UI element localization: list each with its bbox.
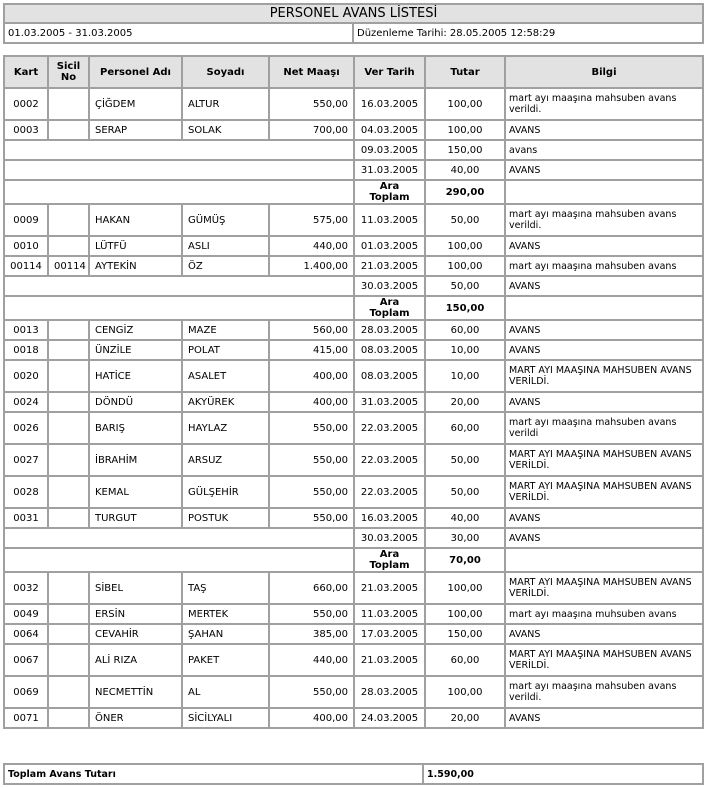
cell-tutar: 40,00 — [425, 160, 505, 180]
cell-tutar: 60,00 — [425, 644, 505, 676]
cell-sicil-no — [48, 340, 89, 360]
cell-tutar: 10,00 — [425, 360, 505, 392]
cell-kart: 0067 — [4, 644, 48, 676]
report-header — [3, 3, 704, 44]
cell-kart: 0049 — [4, 604, 48, 624]
cell-soyadi: ARSUZ — [182, 444, 269, 476]
cell-sicil-no — [48, 708, 89, 728]
cell-bilgi: mart ayı maaşına mahsuben avans verildi. — [505, 676, 703, 708]
cell-tutar: 50,00 — [425, 204, 505, 236]
cell-sicil-no — [48, 508, 89, 528]
table-row-additional-advance — [4, 140, 703, 160]
cell-bilgi: AVANS — [505, 528, 703, 548]
table-row — [4, 320, 703, 340]
cell-net-maasi: 550,00 — [269, 88, 354, 120]
cell-kart: 0003 — [4, 120, 48, 140]
cell-personel-adi: DÖNDÜ — [89, 392, 182, 412]
table-row — [4, 624, 703, 644]
cell-personel-adi: HATİCE — [89, 360, 182, 392]
cell-sicil-no — [48, 444, 89, 476]
table-row — [4, 644, 703, 676]
cell-net-maasi: 550,00 — [269, 508, 354, 528]
cell-soyadi: ALTUR — [182, 88, 269, 120]
subtotal-label: Ara Toplam — [354, 180, 425, 204]
cell-tutar: 100,00 — [425, 676, 505, 708]
table-row — [4, 572, 703, 604]
cell-soyadi: ASALET — [182, 360, 269, 392]
cell-bilgi: mart ayı maaşına mahsuben avans verildi. — [505, 88, 703, 120]
subtotal-row — [4, 180, 703, 204]
cell-bilgi: avans — [505, 140, 703, 160]
col-header-net-maasi: Net Maaşı — [269, 56, 354, 88]
cell-personel-adi: TURGUT — [89, 508, 182, 528]
cell-ver-tarih: 21.03.2005 — [354, 256, 425, 276]
cell-tutar: 50,00 — [425, 444, 505, 476]
cell-ver-tarih: 31.03.2005 — [354, 392, 425, 412]
cell-net-maasi: 400,00 — [269, 392, 354, 412]
cell-personel-adi: NECMETTİN — [89, 676, 182, 708]
cell-soyadi: SİCİLYALI — [182, 708, 269, 728]
cell-personel-adi: ÜNZİLE — [89, 340, 182, 360]
cell-net-maasi: 550,00 — [269, 604, 354, 624]
cell-bilgi: AVANS — [505, 320, 703, 340]
table-row — [4, 508, 703, 528]
cell-kart: 0020 — [4, 360, 48, 392]
cell-personel-adi: SİBEL — [89, 572, 182, 604]
cell-soyadi: GÜLŞEHİR — [182, 476, 269, 508]
table-row-additional-advance — [4, 528, 703, 548]
cell-kart: 00114 — [4, 256, 48, 276]
cell-tutar: 100,00 — [425, 572, 505, 604]
cell-net-maasi: 700,00 — [269, 120, 354, 140]
col-header-tutar: Tutar — [425, 56, 505, 88]
cell-tutar: 10,00 — [425, 340, 505, 360]
cell-bilgi: AVANS — [505, 708, 703, 728]
cell-ver-tarih: 28.03.2005 — [354, 676, 425, 708]
cell-ver-tarih: 09.03.2005 — [354, 140, 425, 160]
subtotal-label: Ara Toplam — [354, 548, 425, 572]
cell-soyadi: ÖZ — [182, 256, 269, 276]
cell-personel-adi: SERAP — [89, 120, 182, 140]
cell-empty — [4, 296, 354, 320]
cell-empty — [4, 180, 354, 204]
cell-bilgi: AVANS — [505, 120, 703, 140]
cell-tutar: 100,00 — [425, 256, 505, 276]
cell-bilgi: AVANS — [505, 624, 703, 644]
cell-kart: 0018 — [4, 340, 48, 360]
cell-net-maasi: 550,00 — [269, 412, 354, 444]
cell-sicil-no — [48, 88, 89, 120]
cell-soyadi: ŞAHAN — [182, 624, 269, 644]
cell-ver-tarih: 16.03.2005 — [354, 88, 425, 120]
table-row — [4, 340, 703, 360]
cell-ver-tarih: 31.03.2005 — [354, 160, 425, 180]
cell-empty — [4, 528, 354, 548]
cell-bilgi: mart ayı maaşına mahsuben avans verildi. — [505, 204, 703, 236]
cell-personel-adi: HAKAN — [89, 204, 182, 236]
cell-net-maasi: 550,00 — [269, 676, 354, 708]
cell-kart: 0002 — [4, 88, 48, 120]
cell-kart: 0010 — [4, 236, 48, 256]
subtotal-label: Ara Toplam — [354, 296, 425, 320]
table-row — [4, 604, 703, 624]
cell-tutar: 100,00 — [425, 88, 505, 120]
table-row — [4, 392, 703, 412]
cell-ver-tarih: 28.03.2005 — [354, 320, 425, 340]
cell-ver-tarih: 22.03.2005 — [354, 476, 425, 508]
table-row — [4, 88, 703, 120]
cell-bilgi: MART AYI MAAŞINA MAHSUBEN AVANS VERİLDİ. — [505, 444, 703, 476]
cell-sicil-no — [48, 120, 89, 140]
col-header-soyadi: Soyadı — [182, 56, 269, 88]
cell-bilgi: mart ayı maaşına muhsuben avans — [505, 604, 703, 624]
cell-sicil-no — [48, 624, 89, 644]
cell-sicil-no — [48, 476, 89, 508]
cell-net-maasi: 440,00 — [269, 236, 354, 256]
subtotal-row — [4, 296, 703, 320]
cell-ver-tarih: 24.03.2005 — [354, 708, 425, 728]
cell-bilgi: MART AYI MAAŞINA MAHSUBEN AVANS VERİLDİ. — [505, 476, 703, 508]
report-title: PERSONEL AVANS LİSTESİ — [4, 4, 703, 23]
cell-bilgi: AVANS — [505, 276, 703, 296]
cell-tutar: 100,00 — [425, 604, 505, 624]
cell-personel-adi: KEMAL — [89, 476, 182, 508]
cell-ver-tarih: 21.03.2005 — [354, 572, 425, 604]
cell-sicil-no — [48, 644, 89, 676]
cell-bilgi: AVANS — [505, 160, 703, 180]
cell-ver-tarih: 22.03.2005 — [354, 412, 425, 444]
cell-net-maasi: 440,00 — [269, 644, 354, 676]
table-row-additional-advance — [4, 276, 703, 296]
cell-sicil-no — [48, 360, 89, 392]
cell-ver-tarih: 08.03.2005 — [354, 340, 425, 360]
cell-ver-tarih: 08.03.2005 — [354, 360, 425, 392]
cell-ver-tarih: 17.03.2005 — [354, 624, 425, 644]
cell-kart: 0031 — [4, 508, 48, 528]
cell-soyadi: POLAT — [182, 340, 269, 360]
cell-soyadi: HAYLAZ — [182, 412, 269, 444]
cell-bilgi: AVANS — [505, 392, 703, 412]
cell-tutar: 50,00 — [425, 476, 505, 508]
cell-kart: 0064 — [4, 624, 48, 644]
table-row — [4, 708, 703, 728]
cell-net-maasi: 415,00 — [269, 340, 354, 360]
grand-total-label: Toplam Avans Tutarı — [4, 764, 423, 784]
cell-tutar: 100,00 — [425, 236, 505, 256]
cell-sicil-no — [48, 676, 89, 708]
cell-ver-tarih: 04.03.2005 — [354, 120, 425, 140]
table-row — [4, 444, 703, 476]
edit-date: Düzenleme Tarihi: 28.05.2005 12:58:29 — [353, 23, 703, 43]
cell-personel-adi: AYTEKİN — [89, 256, 182, 276]
table-row — [4, 236, 703, 256]
cell-soyadi: MAZE — [182, 320, 269, 340]
grand-total-value: 1.590,00 — [423, 764, 703, 784]
col-header-ver-tarih: Ver Tarih — [354, 56, 425, 88]
cell-soyadi: AL — [182, 676, 269, 708]
cell-sicil-no — [48, 204, 89, 236]
cell-personel-adi: ÖNER — [89, 708, 182, 728]
cell-tutar: 100,00 — [425, 120, 505, 140]
cell-empty — [505, 548, 703, 572]
cell-tutar: 40,00 — [425, 508, 505, 528]
advance-table — [3, 55, 704, 729]
cell-kart: 0069 — [4, 676, 48, 708]
cell-personel-adi: CEVAHİR — [89, 624, 182, 644]
cell-kart: 0027 — [4, 444, 48, 476]
col-header-bilgi: Bilgi — [505, 56, 703, 88]
cell-empty — [4, 548, 354, 572]
cell-personel-adi: BARIŞ — [89, 412, 182, 444]
cell-personel-adi: ERSİN — [89, 604, 182, 624]
cell-empty — [4, 140, 354, 160]
cell-net-maasi: 1.400,00 — [269, 256, 354, 276]
cell-net-maasi: 400,00 — [269, 360, 354, 392]
cell-tutar: 60,00 — [425, 320, 505, 340]
cell-sicil-no — [48, 320, 89, 340]
cell-empty — [505, 296, 703, 320]
cell-net-maasi: 560,00 — [269, 320, 354, 340]
date-range: 01.03.2005 - 31.03.2005 — [4, 23, 353, 43]
cell-soyadi: PAKET — [182, 644, 269, 676]
cell-bilgi: AVANS — [505, 340, 703, 360]
table-row — [4, 256, 703, 276]
cell-sicil-no — [48, 236, 89, 256]
grand-total — [3, 763, 704, 785]
col-header-personel-adi: Personel Adı — [89, 56, 182, 88]
subtotal-value: 70,00 — [425, 548, 505, 572]
cell-soyadi: POSTUK — [182, 508, 269, 528]
cell-bilgi: AVANS — [505, 508, 703, 528]
cell-net-maasi: 575,00 — [269, 204, 354, 236]
cell-bilgi: MART AYI MAAŞINA MAHSUBEN AVANS VERİLDİ. — [505, 572, 703, 604]
cell-empty — [4, 276, 354, 296]
cell-soyadi: AKYÜREK — [182, 392, 269, 412]
cell-ver-tarih: 22.03.2005 — [354, 444, 425, 476]
cell-bilgi: AVANS — [505, 236, 703, 256]
cell-net-maasi: 550,00 — [269, 444, 354, 476]
subtotal-value: 290,00 — [425, 180, 505, 204]
cell-empty — [505, 180, 703, 204]
cell-tutar: 150,00 — [425, 140, 505, 160]
cell-sicil-no: 00114 — [48, 256, 89, 276]
cell-tutar: 20,00 — [425, 392, 505, 412]
table-row — [4, 412, 703, 444]
cell-ver-tarih: 16.03.2005 — [354, 508, 425, 528]
cell-personel-adi: ALİ RIZA — [89, 644, 182, 676]
cell-soyadi: MERTEK — [182, 604, 269, 624]
cell-tutar: 150,00 — [425, 624, 505, 644]
cell-sicil-no — [48, 572, 89, 604]
cell-soyadi: ASLI — [182, 236, 269, 256]
col-header-kart: Kart — [4, 56, 48, 88]
table-header-row — [4, 56, 703, 88]
subtotal-row — [4, 548, 703, 572]
cell-kart: 0024 — [4, 392, 48, 412]
table-row — [4, 204, 703, 236]
cell-kart: 0009 — [4, 204, 48, 236]
cell-ver-tarih: 01.03.2005 — [354, 236, 425, 256]
cell-net-maasi: 660,00 — [269, 572, 354, 604]
cell-sicil-no — [48, 392, 89, 412]
table-row — [4, 676, 703, 708]
table-row — [4, 120, 703, 140]
cell-ver-tarih: 11.03.2005 — [354, 204, 425, 236]
cell-tutar: 20,00 — [425, 708, 505, 728]
cell-net-maasi: 400,00 — [269, 708, 354, 728]
cell-bilgi: mart ayı maaşına mahsuben avans verildi — [505, 412, 703, 444]
table-row — [4, 360, 703, 392]
cell-kart: 0032 — [4, 572, 48, 604]
cell-bilgi: MART AYI MAAŞINA MAHSUBEN AVANS VERİLDİ. — [505, 360, 703, 392]
cell-soyadi: SOLAK — [182, 120, 269, 140]
cell-ver-tarih: 11.03.2005 — [354, 604, 425, 624]
cell-ver-tarih: 21.03.2005 — [354, 644, 425, 676]
cell-kart: 0026 — [4, 412, 48, 444]
cell-tutar: 60,00 — [425, 412, 505, 444]
subtotal-value: 150,00 — [425, 296, 505, 320]
cell-soyadi: GÜMÜŞ — [182, 204, 269, 236]
cell-empty — [4, 160, 354, 180]
cell-personel-adi: İBRAHİM — [89, 444, 182, 476]
cell-personel-adi: CENGİZ — [89, 320, 182, 340]
col-header-sicil-no: Sicil No — [48, 56, 89, 88]
cell-tutar: 30,00 — [425, 528, 505, 548]
cell-kart: 0028 — [4, 476, 48, 508]
cell-sicil-no — [48, 412, 89, 444]
cell-net-maasi: 550,00 — [269, 476, 354, 508]
cell-tutar: 50,00 — [425, 276, 505, 296]
cell-personel-adi: ÇİĞDEM — [89, 88, 182, 120]
table-row — [4, 476, 703, 508]
cell-soyadi: TAŞ — [182, 572, 269, 604]
cell-sicil-no — [48, 604, 89, 624]
cell-ver-tarih: 30.03.2005 — [354, 276, 425, 296]
table-row-additional-advance — [4, 160, 703, 180]
cell-ver-tarih: 30.03.2005 — [354, 528, 425, 548]
cell-bilgi: MART AYI MAAŞINA MAHSUBEN AVANS VERİLDİ. — [505, 644, 703, 676]
cell-net-maasi: 385,00 — [269, 624, 354, 644]
cell-kart: 0013 — [4, 320, 48, 340]
cell-bilgi: mart ayı maaşına mahsuben avans — [505, 256, 703, 276]
cell-kart: 0071 — [4, 708, 48, 728]
cell-personel-adi: LÜTFÜ — [89, 236, 182, 256]
